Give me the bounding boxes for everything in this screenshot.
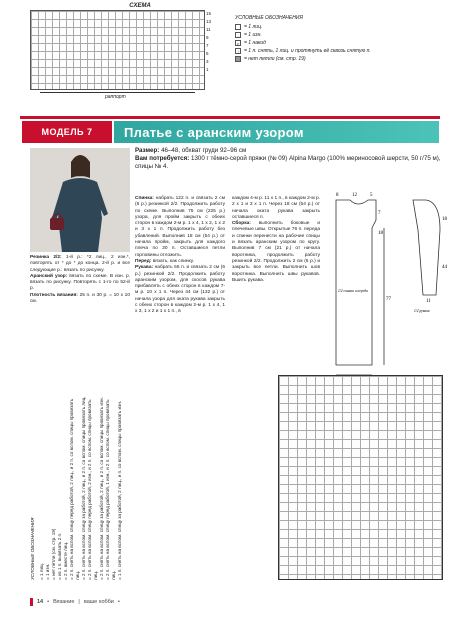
para-heading: Сборка: — [232, 221, 251, 227]
knit-symbol-icon — [235, 24, 241, 30]
legend-item: = 2 п. снять на вспом. спицу за работой, 2 лиц., и 2 п. со вспом. спицы провязать лиц. — [81, 396, 86, 580]
dim-label: 5 — [370, 193, 373, 198]
para-text: набрать 122 п. и связать 2 см (6 р.) резинкой 2/2. Продолжить работу по схеме. Выполнив 75 см (225 р.) узора, для пройм закрыть с обеих сторон в каждом 2-м р. 1 x 4, 1 x 2, 1 x 2 и 3 x 1 п. Продолжить работу без убавлений. Выполнив 18 см (54 р.) от начала пройм, закрыть для каждого плеча по 30 п. Оставшиеся петли горловины отложить. — [135, 196, 225, 258]
paragraph — [30, 255, 130, 274]
need-value: 1300 г тёмно-серой пряжи (№ 09) Alpina Margo (100% мериносовой шерсти, 50 г/75 м), спицы № 4. — [135, 155, 441, 170]
materials-info — [135, 147, 445, 171]
legend-item — [235, 24, 435, 30]
model-label: МОДЕЛЬ 7 — [22, 121, 112, 143]
paragraph — [135, 265, 225, 315]
footer-accent — [30, 598, 33, 606]
row-number: 7 — [206, 43, 209, 48]
rapport-label: раппорт — [105, 94, 126, 100]
legend-text: = 1 накид — [244, 40, 266, 46]
page-number: 14 — [37, 599, 44, 605]
yarn-over-symbol-icon: v — [237, 41, 239, 46]
legend-bottom-rotated — [30, 390, 123, 580]
legend-item — [235, 32, 435, 38]
para-heading: Аранский узор: — [30, 273, 68, 279]
need-label: Вам потребуется: — [135, 155, 190, 162]
need-line — [135, 155, 445, 171]
legend-text: = 1 п. снять, 1 лиц. и протянуть её сквозь снятую п. — [244, 48, 371, 54]
row-number: 15 — [206, 11, 212, 16]
legend-item: = 1 изн. — [45, 563, 50, 580]
sleeve-outline — [413, 200, 440, 295]
legend-bottom — [30, 390, 270, 580]
back-front-label: 1/2 спинки и переда — [338, 289, 368, 293]
paragraph — [232, 196, 320, 221]
rapport-line — [40, 92, 195, 93]
size-value: 46–48, обхват груди 92–96 см — [161, 147, 247, 154]
row-number: 9 — [206, 35, 209, 40]
dim-label: 18 — [378, 231, 383, 236]
dim-label: 8 — [336, 193, 339, 198]
left-text-column — [30, 255, 130, 305]
legend-item: = нет петли (см. стр. 19) — [51, 528, 56, 580]
legend-item: = 2 п. снять на вспом. спицу перед работой, 1 изн., и 2 п. со вспом. спицы провязать лиц. — [105, 399, 116, 580]
para-text: набрать 56 п. и связать 2 см (6 р.) резинкой 2/2. Продолжить работу аранским узором, для скосов рукава прибавлять с обеих сторон в каждом 7-м р. 10 x 1 п. Через 44 см (132 р.) от начала узора для оката рукава закрыть с обеих сторон в каждом 2-м р. 1 x 4, 1 x 3, 1 x 2 и 1 x 1 п., в — [135, 265, 225, 315]
para-text: вязать по схеме. В изн. р. вязать по рисунку. Повторять с 1-го по 52-й р. — [30, 273, 130, 292]
no-stitch-symbol-icon — [235, 56, 241, 62]
para-text: вязать, как спинку. — [151, 258, 194, 264]
scheme-title: СХЕМА — [129, 3, 151, 9]
row-number: 5 — [206, 51, 209, 56]
legend-text: = нет петли (см. стр. 19) — [244, 56, 306, 62]
legend-item — [235, 40, 435, 46]
decrease-symbol-icon: \ — [235, 48, 241, 54]
dim-label: 12 — [352, 193, 357, 198]
legend-item: = 2 п. снять на вспом. спицу перед работой, 2 лиц., и 2 п. со вспом. спицы провязать лиц. — [69, 398, 80, 580]
legend-item: = 1 п. снять на вспом. спицу за работой, 2 лиц., и п. со вспом. спицы провязать изн. — [117, 400, 122, 580]
para-heading: Плотность вязания: — [30, 292, 78, 298]
size-label: Размер: — [135, 147, 160, 154]
footer-magazine: Вязание — [53, 599, 75, 605]
size-line — [135, 147, 445, 155]
row-number: 13 — [206, 19, 212, 24]
right-text-column — [232, 196, 320, 284]
para-heading: Резинка 2/2: — [30, 255, 62, 260]
footer-tagline: ваше хобби — [83, 599, 114, 605]
dim-label: 77 — [386, 297, 391, 302]
legend-item — [235, 56, 435, 62]
dim-label: 18 — [442, 217, 447, 222]
article-title: Платье с аранским узором — [114, 121, 439, 143]
dim-label: 7 — [378, 211, 381, 216]
row-number: 3 — [206, 59, 209, 64]
dim-label: 11 — [426, 299, 431, 304]
para-text: 1-й р.: *2 лиц., 2 изн.*, повторять от * до * до конца. 2-й р. и все следующие р.: вязать по рисунку. — [30, 255, 130, 273]
scheme-chart — [30, 10, 205, 90]
legend-item: = 2 п. вместе лиц. — [63, 541, 68, 580]
middle-text-column — [135, 196, 225, 316]
paragraph — [30, 293, 130, 306]
para-text: выполнить боковые и плечевые швы. Открытые 76 п. переда и спинки перенести на рабочие спицы и вязать аранским узором по кругу. Выполнив 7 см (21 р.) от начала воротника, продолжить работу резинкой 2/2. Продолжить 2 см (6 р.) и закрыть все петли. Выполнить шов воротника. Выполнить швы рукавов. Вшить рукава. — [232, 221, 320, 283]
legend-item: = из 1 п. вывязать 2 п. — [57, 532, 62, 580]
paragraph — [232, 221, 320, 284]
model-photo — [30, 148, 130, 252]
purl-symbol-icon: - — [235, 32, 241, 38]
dress-figure-image — [30, 148, 130, 252]
row-number: 1 — [206, 67, 209, 72]
para-heading: Перед: — [135, 258, 152, 264]
scheme-row-numbers — [206, 10, 216, 74]
back-front-outline — [336, 200, 376, 365]
paragraph — [30, 274, 130, 293]
legend-text: = 1 изн. — [244, 32, 262, 38]
legend-item — [235, 48, 435, 54]
footer-sep: | — [78, 599, 80, 605]
banner-rule — [20, 116, 440, 119]
legend-item: = 1 лиц. — [39, 563, 44, 580]
dim-label: 44 — [442, 265, 447, 270]
footer-bullet: • — [117, 599, 120, 605]
page-footer — [30, 598, 120, 606]
footer-bullet: • — [47, 599, 50, 605]
legend-text: = 1 лиц. — [244, 24, 263, 30]
sleeve-label: 1/2 рукава — [414, 309, 430, 313]
legend-top — [235, 15, 435, 64]
paragraph — [135, 196, 225, 259]
legend-heading: УСЛОВНЫЕ ОБОЗНАЧЕНИЯ — [30, 517, 35, 580]
row-number: 11 — [206, 27, 211, 32]
aran-pattern-chart — [278, 375, 443, 580]
legend-item: = 2 п. снять на вспом. спицу перед работой, 2 изн., и 2 п. со вспом. спицы провязать лиц. — [87, 399, 98, 580]
sewing-pattern-diagram — [328, 190, 453, 390]
legend-item: = 2 п. снять на вспом. спицу за работой, 2 лиц., и 2 п. со вспом. спицы провязать изн. — [99, 397, 104, 580]
para-text: каждом 4-м р. 11 x 1 п., в каждом 2-м р. 2 x 1 и 3 x 1 п. Через 18 см (54 р.) от начала оката рукава закрыть оставшиеся п. — [232, 196, 321, 220]
para-heading: Рукава: — [135, 265, 154, 271]
para-heading: Спинка: — [135, 196, 154, 201]
legend-heading: УСЛОВНЫЕ ОБОЗНАЧЕНИЯ — [235, 15, 303, 21]
para-text: 25 п. и 30 р. = 10 x 10 см. — [30, 292, 130, 305]
